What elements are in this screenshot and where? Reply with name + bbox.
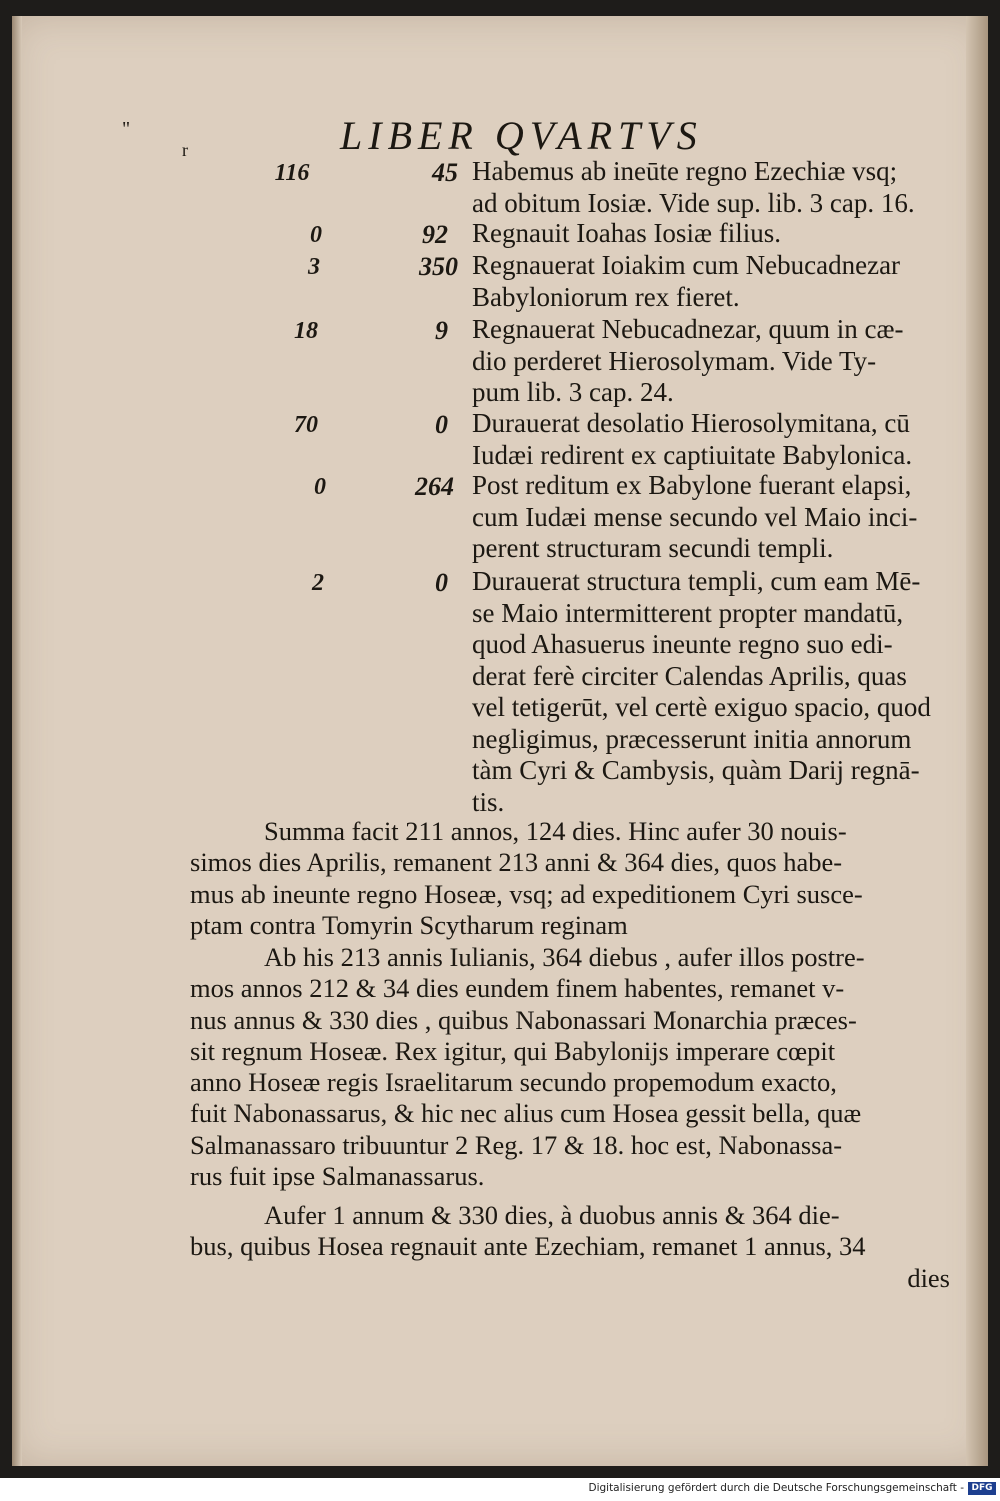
text-line: bus, quibus Hosea regnauit ante Ezechiam, remanet 1 annus, 34 — [190, 1231, 866, 1262]
text-line: pum lib. 3 cap. 24. — [472, 377, 674, 407]
text-line: tis. — [472, 786, 505, 817]
entry-text — [472, 218, 952, 250]
text-line: ad obitum Iosiæ. Vide sup. lib. 3 cap. 16. — [472, 187, 915, 218]
page-edge-left — [12, 16, 22, 1466]
entry-text — [472, 250, 952, 313]
paragraph — [190, 816, 950, 941]
text-line: rus fuit ipse Salmanassarus. — [190, 1161, 485, 1192]
entry-text — [472, 470, 952, 565]
funding-credit: Digitalisierung gefördert durch die Deutsche Forschungsgemeinschaft - — [588, 1482, 964, 1494]
entry-text — [472, 566, 952, 818]
text-line: derat ferè circiter Calendas Aprilis, quas — [472, 660, 907, 691]
text-line: Babyloniorum rex fieret. — [472, 281, 740, 312]
text-line: Regnauerat Nebucadnezar, quum in cæ- — [472, 314, 904, 344]
text-line: Iudæi redirent ex captiuitate Babylonica. — [472, 439, 913, 470]
days-column: 45 — [432, 158, 458, 187]
text-line: Summa facit 211 annos, 124 dies. Hinc aufer 30 nouis- — [264, 816, 847, 846]
text-line: nus annus & 330 dies , quibus Nabonassari Monarchia præces- — [190, 1004, 857, 1035]
margin-mark: " — [122, 118, 131, 140]
text-line: cum Iudæi mense secundo vel Maio inci- — [472, 501, 918, 532]
text-line: negligimus, præcesserunt initia annorum — [472, 723, 912, 754]
text-line: simos dies Aprilis, remanent 213 anni & 364 dies, quos habe- — [190, 847, 843, 878]
text-line: anno Hoseæ regis Israelitarum secundo propemodum exacto, — [190, 1067, 837, 1098]
years-column: 2 — [312, 570, 324, 596]
years-column: 18 — [294, 318, 318, 344]
text-line: Regnauerat Ioiakim cum Nebucadnezar — [472, 250, 901, 280]
days-column: 9 — [435, 316, 448, 345]
text-line: Ab his 213 annis Iulianis, 364 diebus , aufer illos postre- — [264, 942, 865, 972]
catchword: dies — [907, 1262, 950, 1293]
text-line: Regnauit Ioahas Iosiæ filius. — [472, 218, 781, 248]
days-column: 0 — [435, 410, 448, 439]
text-line: tàm Cyri & Cambysis, quàm Darij regnā- — [472, 755, 920, 785]
text-line: Post reditum ex Babylone fuerant elapsi, — [472, 470, 912, 500]
text-line: Durauerat structura templi, cum eam Mē- — [472, 566, 921, 596]
text-line: vel tetigerūt, vel certè exiguo spacio, quod — [472, 692, 931, 722]
text-line: sit regnum Hoseæ. Rex igitur, qui Babylonijs imperare cœpit — [190, 1035, 836, 1066]
text-line: se Maio intermitterent propter mandatū, — [472, 597, 904, 628]
text-line: mos annos 212 & 34 dies eundem finem habentes, remanet v- — [190, 973, 845, 1004]
text-line: Durauerat desolatio Hierosolymitana, cū — [472, 408, 910, 438]
page-edge-right — [966, 16, 988, 1466]
text-line: ptam contra Tomyrin Scytharum reginam — [190, 909, 628, 940]
days-column: 264 — [415, 472, 454, 501]
text-line: fuit Nabonassarus, & hic nec alius cum Hosea gessit bella, quæ — [190, 1098, 862, 1129]
paragraph — [190, 942, 950, 1192]
entry-text — [472, 314, 952, 409]
years-column: 116 — [274, 160, 310, 186]
margin-mark: r — [182, 140, 188, 160]
text-line: dio perderet Hierosolymam. Vide Ty- — [472, 345, 877, 376]
text-line: mus ab ineunte regno Hoseæ, vsq; ad expeditionem Cyri susce- — [190, 878, 863, 909]
days-column: 350 — [419, 252, 458, 281]
entry-text — [472, 408, 952, 471]
years-column: 0 — [310, 222, 322, 248]
text-line: perent structuram secundi templi. — [472, 533, 834, 563]
years-column: 70 — [294, 412, 318, 438]
running-head: LIBER QVARTVS — [340, 113, 703, 158]
days-column: 0 — [435, 568, 448, 597]
dfg-logo: DFG — [968, 1482, 996, 1495]
footer-bar — [0, 1478, 1000, 1501]
years-column: 3 — [308, 254, 320, 280]
days-column: 92 — [422, 220, 448, 249]
paragraph — [190, 1200, 950, 1294]
text-line: quod Ahasuerus ineunte regno suo edi- — [472, 629, 893, 659]
entry-text — [472, 156, 952, 219]
text-line: Habemus ab ineūte regno Ezechiæ vsq; — [472, 156, 898, 186]
text-line: Salmanassaro tribuuntur 2 Reg. 17 & 18. hoc est, Nabonassa- — [190, 1129, 843, 1160]
years-column: 0 — [314, 474, 326, 500]
text-line: Aufer 1 annum & 330 dies, à duobus annis & 364 die- — [264, 1200, 840, 1230]
